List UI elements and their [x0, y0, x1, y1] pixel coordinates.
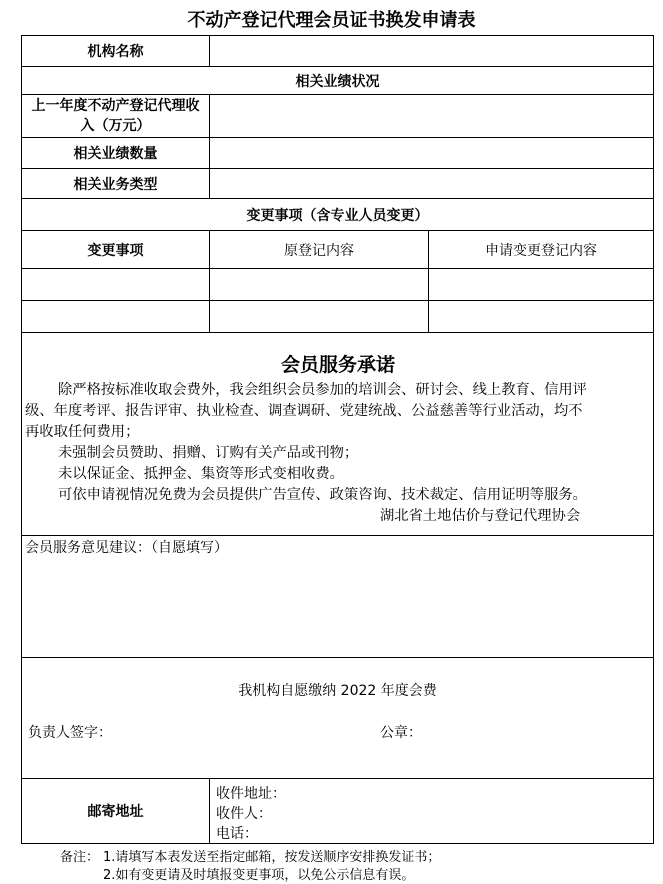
notes-prefix: 备注：	[60, 850, 100, 865]
feedback-field[interactable]	[22, 560, 653, 656]
org-name-field[interactable]	[210, 36, 653, 66]
seal-label: 公章：	[380, 725, 422, 741]
promise-title: 会员服务承诺	[280, 354, 395, 376]
performance-header: 相关业绩状况	[295, 73, 380, 90]
promise-p4: 可依申请视情况免费为会员提供广告宣传、政策咨询、技术裁定、信用证明等服务。	[58, 487, 587, 503]
original-content-header: 原登记内容	[284, 242, 354, 259]
promise-p1-line2: 级、年度考评、报告评审、执业检查、调查调研、党建统战、公益慈善等行业活动，均不	[25, 403, 583, 419]
promise-p1-line1: 除严格按标准收取会费外，我会组织会员参加的培训会、研讨会、线上教育、信用评	[58, 382, 587, 398]
change-header: 变更事项（含专业人员变更）	[246, 207, 429, 224]
promise-p3: 未以保证金、抵押金、集资等形式变相收费。	[58, 466, 344, 482]
mailing-label: 邮寄地址	[87, 804, 144, 820]
change-item-cell-1[interactable]	[22, 269, 209, 300]
mailing-phone-label: 电话：	[216, 826, 258, 842]
notes-line1: 1.请填写本表发送至指定邮箱，按发送顺序安排换发证书；	[103, 850, 441, 865]
feedback-label: 会员服务意见建议：（自愿填写）	[25, 540, 228, 556]
form-title: 不动产登记代理会员证书换发申请表	[187, 10, 476, 31]
org-name-label: 机构名称	[87, 44, 144, 60]
business-type-field[interactable]	[210, 169, 653, 198]
original-content-cell-1[interactable]	[210, 269, 428, 300]
performance-count-field[interactable]	[210, 138, 653, 168]
apply-content-cell-2[interactable]	[429, 301, 653, 332]
income-field[interactable]	[210, 95, 653, 137]
notes-line2: 2.如有变更请及时填报变更事项，以免公示信息有误。	[103, 868, 415, 883]
business-type-label: 相关业务类型	[73, 176, 158, 193]
fee-statement: 我机构自愿缴纳 2022 年度会费	[238, 683, 437, 699]
income-label	[22, 95, 209, 137]
mailing-recipient-label: 收件人：	[216, 806, 272, 822]
promise-p1-line3: 再收取任何费用；	[25, 424, 140, 440]
performance-count-label: 相关业绩数量	[73, 146, 158, 162]
income-label-line2: 入（万元）	[80, 118, 151, 134]
mailing-address-label: 收件地址：	[216, 786, 286, 802]
original-content-cell-2[interactable]	[210, 301, 428, 332]
income-label-line1: 上一年度不动产登记代理收	[31, 98, 200, 114]
signer-field[interactable]	[125, 716, 365, 744]
mailing-fields[interactable]	[290, 780, 652, 842]
change-item-cell-2[interactable]	[22, 301, 209, 332]
change-item-header: 变更事项	[87, 242, 144, 259]
association-name: 湖北省土地估价与登记代理协会	[380, 508, 581, 524]
promise-p2: 未强制会员赞助、捐赠、订购有关产品或刊物；	[58, 445, 359, 461]
signer-label: 负责人签字：	[28, 725, 112, 741]
apply-content-cell-1[interactable]	[429, 269, 653, 300]
apply-content-header: 申请变更登记内容	[485, 242, 597, 259]
